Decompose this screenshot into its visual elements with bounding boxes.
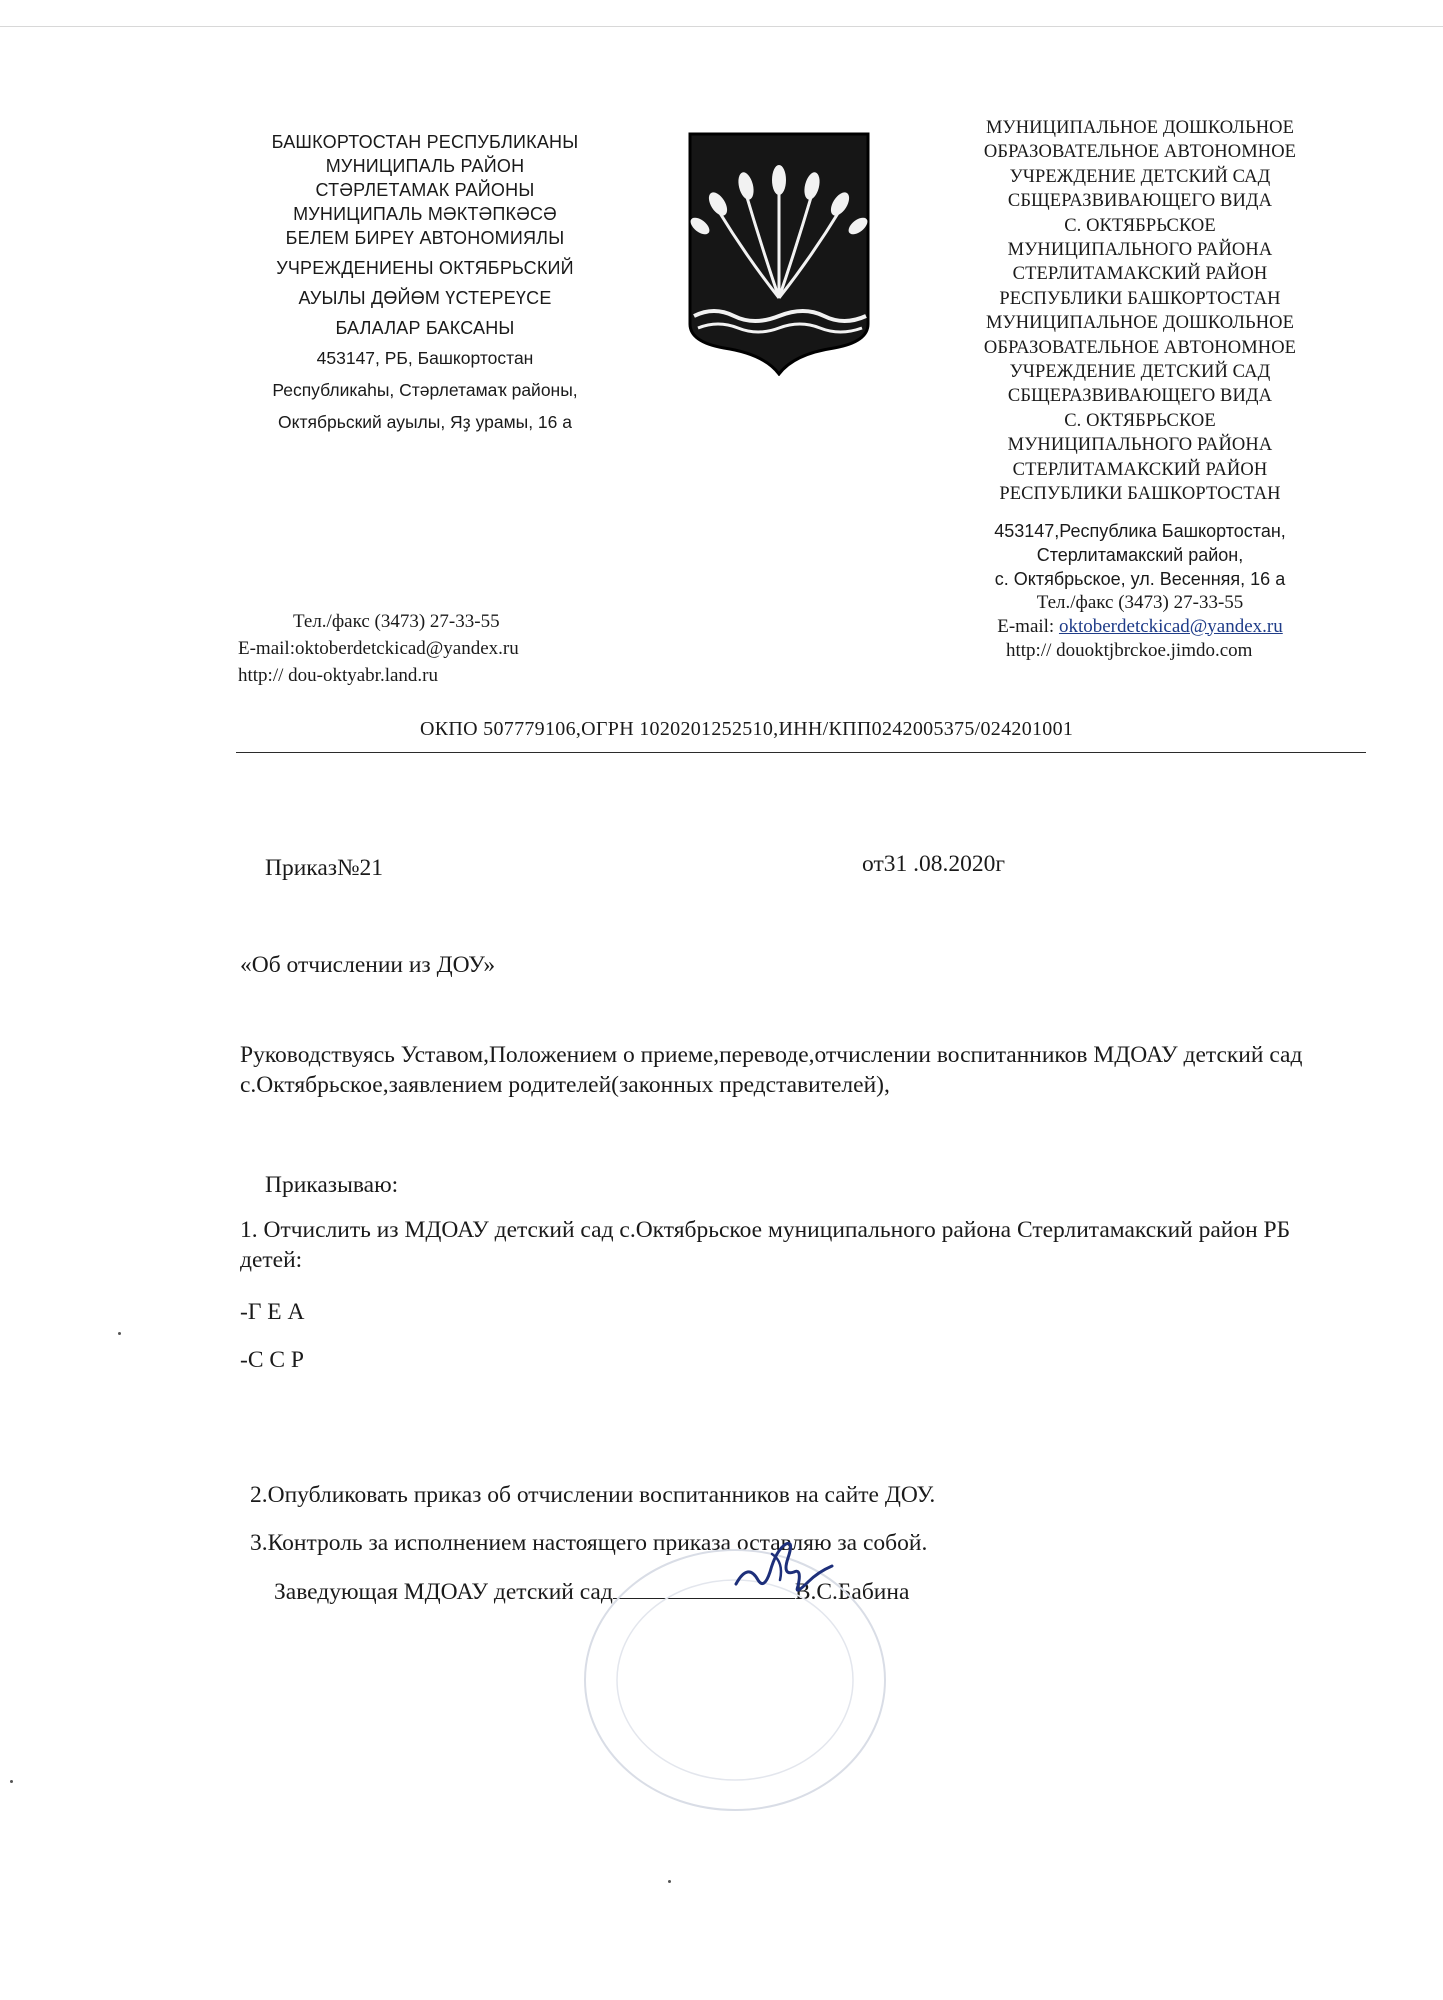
- order-date: от31 .08.2020г: [862, 851, 1005, 877]
- order-heading: Приказываю:: [265, 1172, 399, 1198]
- header-right-line: ОБРАЗОВАТЕЛЬНОЕ АВТОНОМНОЕ: [983, 142, 1297, 163]
- signatory-name: В.С.Бабина: [794, 1579, 910, 1605]
- header-left-line: БАЛАЛАР БАКСАHЫ: [335, 318, 515, 338]
- header-left-address: 453147, РБ, Башкортостан: [316, 348, 534, 368]
- header-right-line: СТЕРЛИТАМАКСКИЙ РАЙОН: [1012, 264, 1268, 285]
- header-right-line: ОБРАЗОВАТЕЛЬНОЕ АВТОНОМНОЕ: [983, 337, 1297, 358]
- header-bashkir-block: [225, 130, 625, 438]
- header-left-phone: Тел./факс (3473) 27-33-55: [293, 611, 500, 632]
- header-right-line: С. ОКТЯБРЬСКОЕ: [1064, 410, 1216, 431]
- header-right-email-link[interactable]: oktoberdetckicad@yandex.ru: [1058, 615, 1283, 637]
- header-right-line: МУНИЦИПАЛЬНОГО РАЙОНА: [1007, 435, 1273, 456]
- order-item-1: 1. Отчислить из МДОАУ детский сад с.Октябрьское муниципального района Стерлитамакский район РБ детей:: [240, 1217, 1291, 1273]
- header-right-address: с. Октябрьское, ул. Весенняя, 16 а: [994, 568, 1286, 589]
- header-left-line: МУНИЦИПАЛЬ МӘКТӘПКӘСӘ: [293, 204, 557, 224]
- header-left-email: E-mail:oktoberdetckicad@yandex.ru: [238, 638, 519, 659]
- header-left-website: http:// dou-oktyabr.land.ru: [238, 665, 439, 686]
- child-entry: -Г Е А: [240, 1299, 305, 1325]
- scan-speck: [118, 1332, 121, 1335]
- scan-speck: [668, 1880, 671, 1883]
- header-right-phone: Тел./факс (3473) 27-33-55: [1036, 591, 1244, 613]
- header-russian-block: [940, 116, 1340, 663]
- header-right-website: http:// douoktjbrckoe.jimdo.com: [1006, 639, 1253, 661]
- header-right-line: СБЩЕРАЗВИВАЮЩЕГО ВИДА: [1007, 386, 1273, 407]
- registration-codes: ОКПО 507779106,ОГРН 1020201252510,ИНН/КПП0242005375/024201001: [420, 718, 1074, 740]
- order-preamble: Руководствуясь Уставом,Положением о приеме,переводе,отчислении воспитанников МДОАУ детский сад с.Октябрьское,заявлением родителей(законных представителей),: [240, 1042, 1303, 1098]
- scan-edge-line: [0, 26, 1443, 27]
- header-right-line: СБЩЕРАЗВИВАЮЩЕГО ВИДА: [1007, 191, 1273, 212]
- header-right-line: МУНИЦИПАЛЬНОГО РАЙОНА: [1007, 240, 1273, 261]
- header-right-address: 453147,Республика Башкортостан,: [994, 520, 1286, 541]
- header-left-contacts: [238, 608, 658, 689]
- child-entry: -С С Р: [240, 1347, 304, 1373]
- header-divider: [236, 752, 1366, 753]
- header-right-line: СТЕРЛИТАМАКСКИЙ РАЙОН: [1012, 459, 1268, 480]
- header-right-line: МУНИЦИПАЛЬНОЕ ДОШКОЛЬНОЕ: [985, 118, 1295, 138]
- order-subject: «Об отчислении из ДОУ»: [240, 952, 496, 978]
- header-right-line: МУНИЦИПАЛЬНОЕ ДОШКОЛЬНОЕ: [985, 313, 1295, 334]
- header-right-address: Стерлитамакский район,: [1036, 544, 1244, 565]
- header-right-email: [940, 615, 1340, 639]
- header-right-line: РЕСПУБЛИКИ БАШКОРТОСТАН: [999, 484, 1281, 505]
- header-left-line: МУНИЦИПАЛЬ РАЙОН: [325, 156, 525, 176]
- handwritten-signature: [728, 1532, 838, 1602]
- order-item-3: 3.Контроль за исполнением настоящего приказа оставляю за собой.: [250, 1530, 928, 1556]
- header-right-line: С. ОКТЯБРЬСКОЕ: [1064, 215, 1216, 236]
- header-right-line: УЧРЕЖДЕНИЕ ДЕТСКИЙ САД: [1009, 166, 1271, 187]
- header-left-line: УЧРЕЖДЕНИЕHЫ ОКТЯБРЬСКИЙ: [276, 258, 574, 278]
- header-right-line: РЕСПУБЛИКИ БАШКОРТОСТАН: [999, 288, 1281, 309]
- header-left-line: СТӘРЛЕТАМАК РАЙОНЫ: [315, 180, 535, 200]
- signatory-title: Заведующая МДОАУ детский сад: [274, 1579, 613, 1605]
- scan-speck: [10, 1780, 13, 1783]
- coat-of-arms-emblem: [684, 128, 874, 376]
- header-right-email-label: E-mail:: [997, 615, 1059, 637]
- header-left-line: АУЫЛЫ ДӨЙӨМ ҮСТЕРЕҮСЕ: [298, 288, 552, 308]
- header-right-line: УЧРЕЖДЕНИЕ ДЕТСКИЙ САД: [1009, 362, 1271, 383]
- header-left-address: Республикаһы, Стәрлетамаҡ районы,: [272, 380, 578, 400]
- order-item-2: 2.Опубликовать приказ об отчислении воспитанников на сайте ДОУ.: [250, 1482, 936, 1508]
- header-left-address: Октябрьский ауылы, Яҙ урамы, 16 а: [278, 412, 572, 432]
- header-left-line: БАШКОРТОСТАН РЕСПУБЛИКАHЫ: [271, 132, 579, 152]
- order-number: Приказ№21: [265, 855, 383, 881]
- header-left-line: БЕЛЕМ БИРЕҮ АВТОНОМИЯЛЫ: [285, 228, 565, 248]
